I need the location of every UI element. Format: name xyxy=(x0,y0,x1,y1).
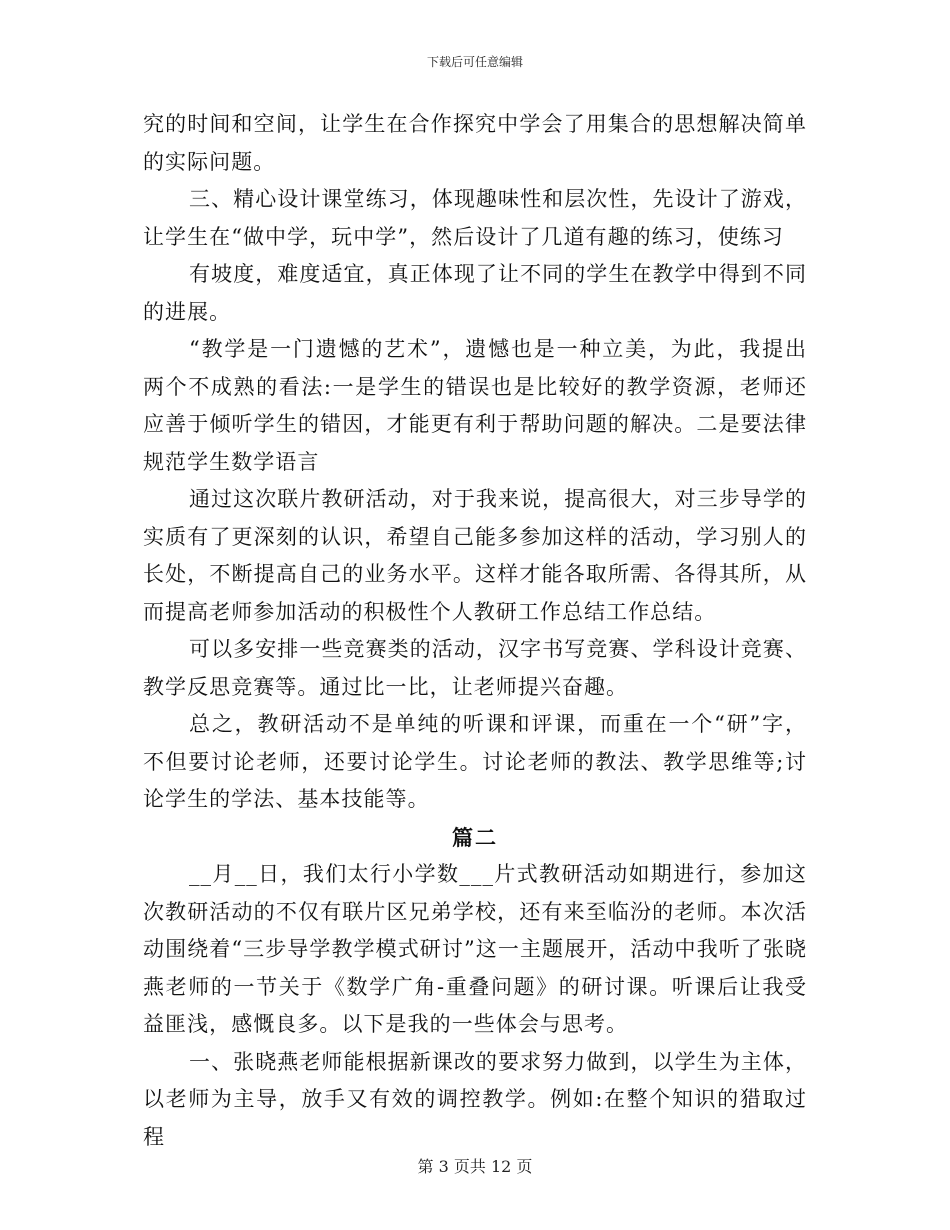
paragraph-competitions: 可以多安排一些竞赛类的活动，汉字书写竞赛、学科设计竞赛、教学反思竞赛等。通过比一比，让老师提兴奋趣。 xyxy=(143,637,807,699)
paragraph-activity-intro: __月__日，我们太行小学数___片式教研活动如期进行，参加这次教研活动的不仅有联片区兄弟学校，还有来至临汾的老师。本次活动围绕着“三步导学教学模式研讨”这一主题展开，活动中我听了张晓燕老师的一节关于《数学广角-重叠问题》的研讨课。听课后让我受益匪浅，感慨良多。以下是我的一些体会与思考。 xyxy=(143,862,807,1036)
section-title: 篇二 xyxy=(452,824,498,850)
paragraph-continued: 究的时间和空间，让学生在合作探究中学会了用集合的思想解决简单的实际问题。 xyxy=(143,112,807,174)
paragraph-joint-research: 通过这次联片教研活动，对于我来说，提高很大，对三步导学的实质有了更深刻的认识，希望自己能多参加这样的活动，学习别人的长处，不断提高自己的业务水平。这样才能各取所需、各得其所，从而提高老师参加活动的积极性个人教研工作总结工作总结。 xyxy=(143,487,807,624)
paragraph-summary: 总之，教研活动不是单纯的听课和评课，而重在一个“研”字，不但要讨论老师，还要讨论学生。讨论老师的教法、教学思维等;讨论学生的学法、基本技能等。 xyxy=(143,712,807,811)
document-body xyxy=(143,106,807,1156)
page-footer: 第 3 页共 12 页 xyxy=(417,1157,533,1176)
paragraph-practice-design: 三、精心设计课堂练习，体现趣味性和层次性，先设计了游戏，让学生在“做中学，玩中学”，然后设计了几道有趣的练习，使练习 xyxy=(143,187,807,249)
paragraph-teacher-method: 一、张晓燕老师能根据新课改的要求努力做到，以学生为主体，以老师为主导，放手又有效的调控教学。例如:在整个知识的猎取过程 xyxy=(143,1049,807,1149)
paragraph-practice-design-cont: 有坡度，难度适宜，真正体现了让不同的学生在教学中得到不同的进展。 xyxy=(143,262,807,324)
paragraph-teaching-art: “教学是一门遗憾的艺术”，遗憾也是一种立美，为此，我提出两个不成熟的看法:一是学生的错误也是比较好的教学资源，老师还应善于倾听学生的错因，才能更有利于帮助问题的解决。二是要法律规范学生数学语言 xyxy=(143,337,807,474)
page-header: 下载后可任意编辑 xyxy=(426,55,523,69)
